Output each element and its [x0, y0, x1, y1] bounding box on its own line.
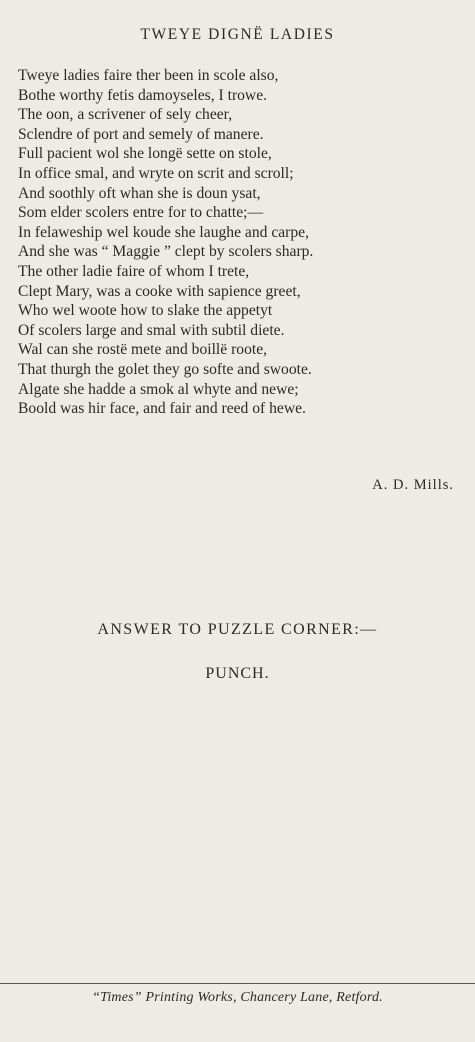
poem-author: A. D. Mills. — [372, 477, 454, 493]
poem-line: That thurgh the golet they go softe and swoote. — [18, 360, 312, 378]
puzzle-answer-heading: ANSWER TO PUZZLE CORNER:— — [97, 621, 378, 638]
poem-line: Bothe worthy fetis damoyseles, I trowe. — [18, 86, 268, 104]
footer-divider — [0, 983, 475, 984]
poem-line: Sclendre of port and semely of manere. — [18, 125, 264, 143]
puzzle-answer-value: PUNCH. — [205, 665, 270, 682]
poem-title: TWEYE DIGNË LADIES — [140, 26, 335, 43]
poem-body — [18, 66, 458, 419]
poem-line: In felaweship wel koude she laughe and carpe, — [18, 223, 309, 241]
poem-line: The oon, a scrivener of sely cheer, — [18, 106, 233, 124]
poem-line: Full pacient wol she longë sette on stole, — [18, 145, 272, 163]
poem-line: Algate she hadde a smok al whyte and newe; — [18, 380, 299, 398]
poem-line: And she was “ Maggie ” clept by scolers sharp. — [18, 243, 314, 261]
poem-line: In office smal, and wryte on scrit and scroll; — [18, 164, 294, 182]
poem-line: The other ladie faire of whom I trete, — [18, 262, 250, 280]
poem-line: Boold was hir face, and fair and reed of hewe. — [18, 400, 306, 418]
poem-line: Clept Mary, was a cooke with sapience greet, — [18, 282, 301, 300]
poem-line: Who wel woote how to slake the appetyt — [18, 302, 273, 320]
poem-line: Tweye ladies faire ther been in scole also, — [18, 67, 279, 84]
printer-imprint: “Times” Printing Works, Chancery Lane, Retford. — [92, 990, 383, 1005]
poem-line: Som elder scolers entre for to chatte;— — [18, 204, 264, 222]
poem-line: Wal can she rostë mete and boillë roote, — [18, 341, 268, 359]
poem-line: Of scolers large and smal with subtil diete. — [18, 321, 285, 339]
poem-line: And soothly oft whan she is doun ysat, — [18, 184, 261, 202]
